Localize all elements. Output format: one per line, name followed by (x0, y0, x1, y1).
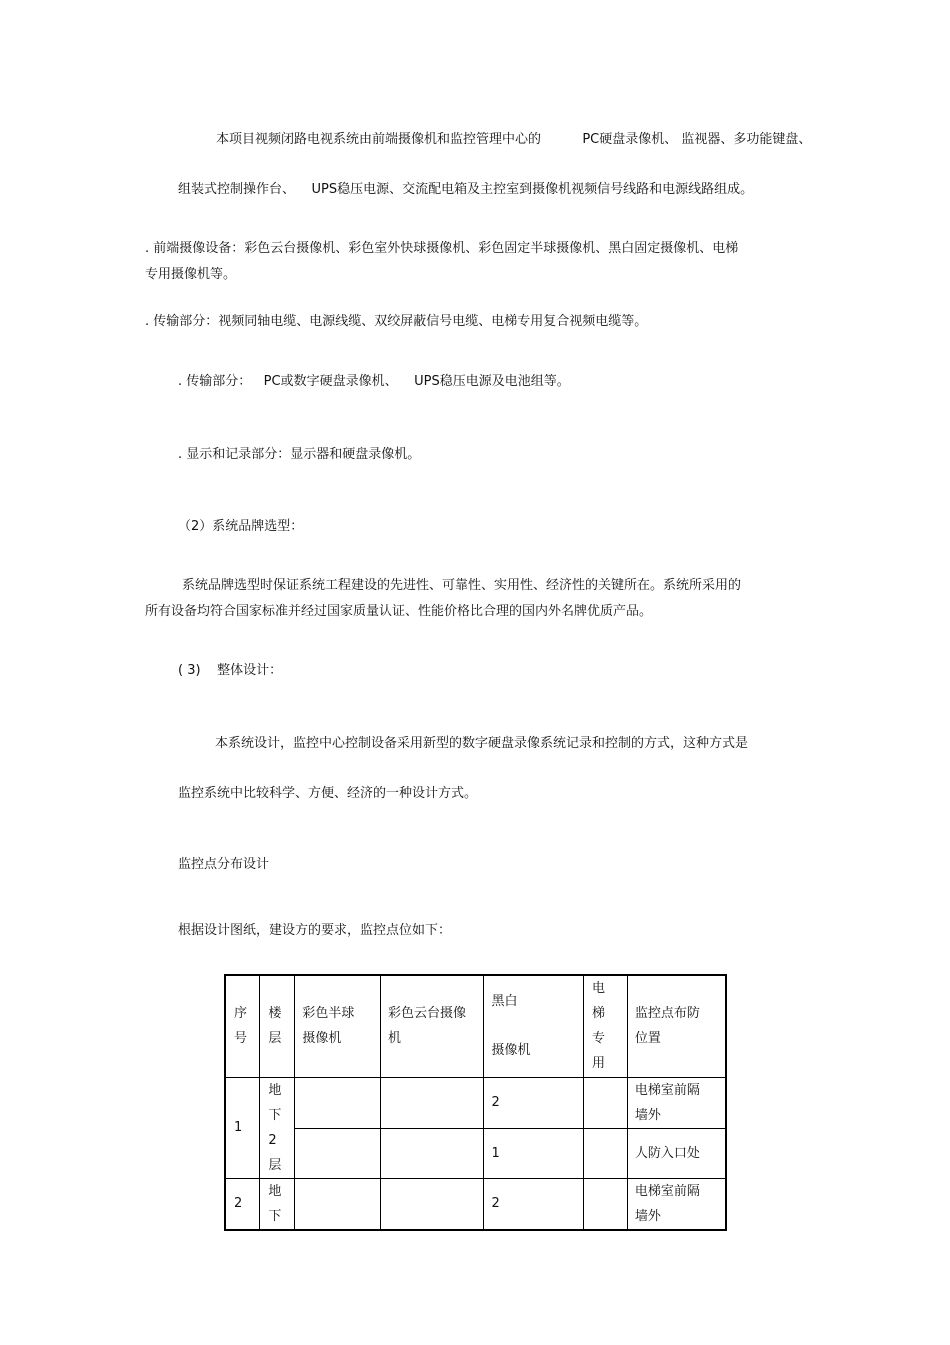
row-ptz-cell (380, 1128, 484, 1178)
header-floor: 楼 层 (260, 975, 295, 1077)
section-heading-2: （2）系统品牌选型： (178, 519, 304, 534)
section-heading-4: 监控点分布设计 (178, 857, 270, 872)
table-row (225, 1077, 726, 1128)
header-bw-camera: 黑白 摄像机 (484, 975, 584, 1077)
table-row (225, 1178, 726, 1230)
intro-paragraph-line-1: 本项目视频闭路电视系统由前端摄像机和监控管理中心的 PC硬盘录像机、 监视器、多功能键盘、 (216, 132, 812, 147)
table-row (225, 1128, 726, 1178)
row-ptz-cell (380, 1077, 484, 1128)
header-elevator: 电 梯 专 用 (584, 975, 628, 1077)
recording-equipment-paragraph: . 传输部分： PC或数字硬盘录像机、 UPS稳压电源及电池组等。 (178, 374, 570, 389)
header-color-dome-camera: 彩色半球 摄像机 (295, 975, 381, 1077)
frontend-equipment-line-2: 专用摄像机等。 (145, 267, 237, 282)
header-seq: 序 号 (225, 975, 260, 1077)
row-floor: 地 下 2 层 (260, 1077, 295, 1178)
row-elevator-cell (584, 1128, 628, 1178)
row-bw-count: 2 (484, 1077, 584, 1128)
row-dome-cell (295, 1128, 381, 1178)
intro-paragraph-line-2: 组装式控制操作台、 UPS稳压电源、交流配电箱及主控室到摄像机视频信号线路和电源线路组成。 (178, 182, 754, 197)
brand-paragraph-line-2: 所有设备均符合国家标准并经过国家质量认证、性能价格比合理的国内外名牌优质产品。 (145, 604, 653, 619)
header-color-ptz-camera: 彩色云台摄像 机 (380, 975, 484, 1077)
row-dome-cell (295, 1178, 381, 1230)
row-location: 电梯室前隔 墙外 (627, 1077, 726, 1128)
row-location: 电梯室前隔 墙外 (627, 1178, 726, 1230)
brand-paragraph-line-1: 系统品牌选型时保证系统工程建设的先进性、可靠性、实用性、经济性的关键所在。系统所采用的 (182, 578, 742, 593)
row-elevator-cell (584, 1077, 628, 1128)
row-bw-count: 2 (484, 1178, 584, 1230)
table-intro: 根据设计图纸，建设方的要求，监控点位如下： (178, 923, 452, 938)
row-seq: 1 (225, 1077, 260, 1178)
header-location: 监控点布防 位置 (627, 975, 726, 1077)
transmission-paragraph: . 传输部分：视频同轴电缆、电源线缆、双绞屏蔽信号电缆、电梯专用复合视频电缆等。 (145, 314, 648, 329)
row-bw-count: 1 (484, 1128, 584, 1178)
monitoring-points-table (224, 974, 727, 1231)
row-floor: 地 下 (260, 1178, 295, 1230)
row-elevator-cell (584, 1178, 628, 1230)
design-paragraph-line-1: 本系统设计，监控中心控制设备采用新型的数字硬盘录像系统记录和控制的方式，这种方式是 (215, 736, 749, 751)
frontend-equipment-line-1: . 前端摄像设备：彩色云台摄像机、彩色室外快球摄像机、彩色固定半球摄像机、黑白固定摄像机、电梯 (145, 241, 739, 256)
row-location: 人防入口处 (627, 1128, 726, 1178)
row-seq: 2 (225, 1178, 260, 1230)
row-dome-cell (295, 1077, 381, 1128)
row-ptz-cell (380, 1178, 484, 1230)
table-header-row (225, 975, 726, 1077)
design-paragraph-line-2: 监控系统中比较科学、方便、经济的一种设计方式。 (178, 786, 478, 801)
section-heading-3: ( 3) 整体设计： (178, 663, 283, 678)
display-paragraph: . 显示和记录部分：显示器和硬盘录像机。 (178, 447, 421, 462)
